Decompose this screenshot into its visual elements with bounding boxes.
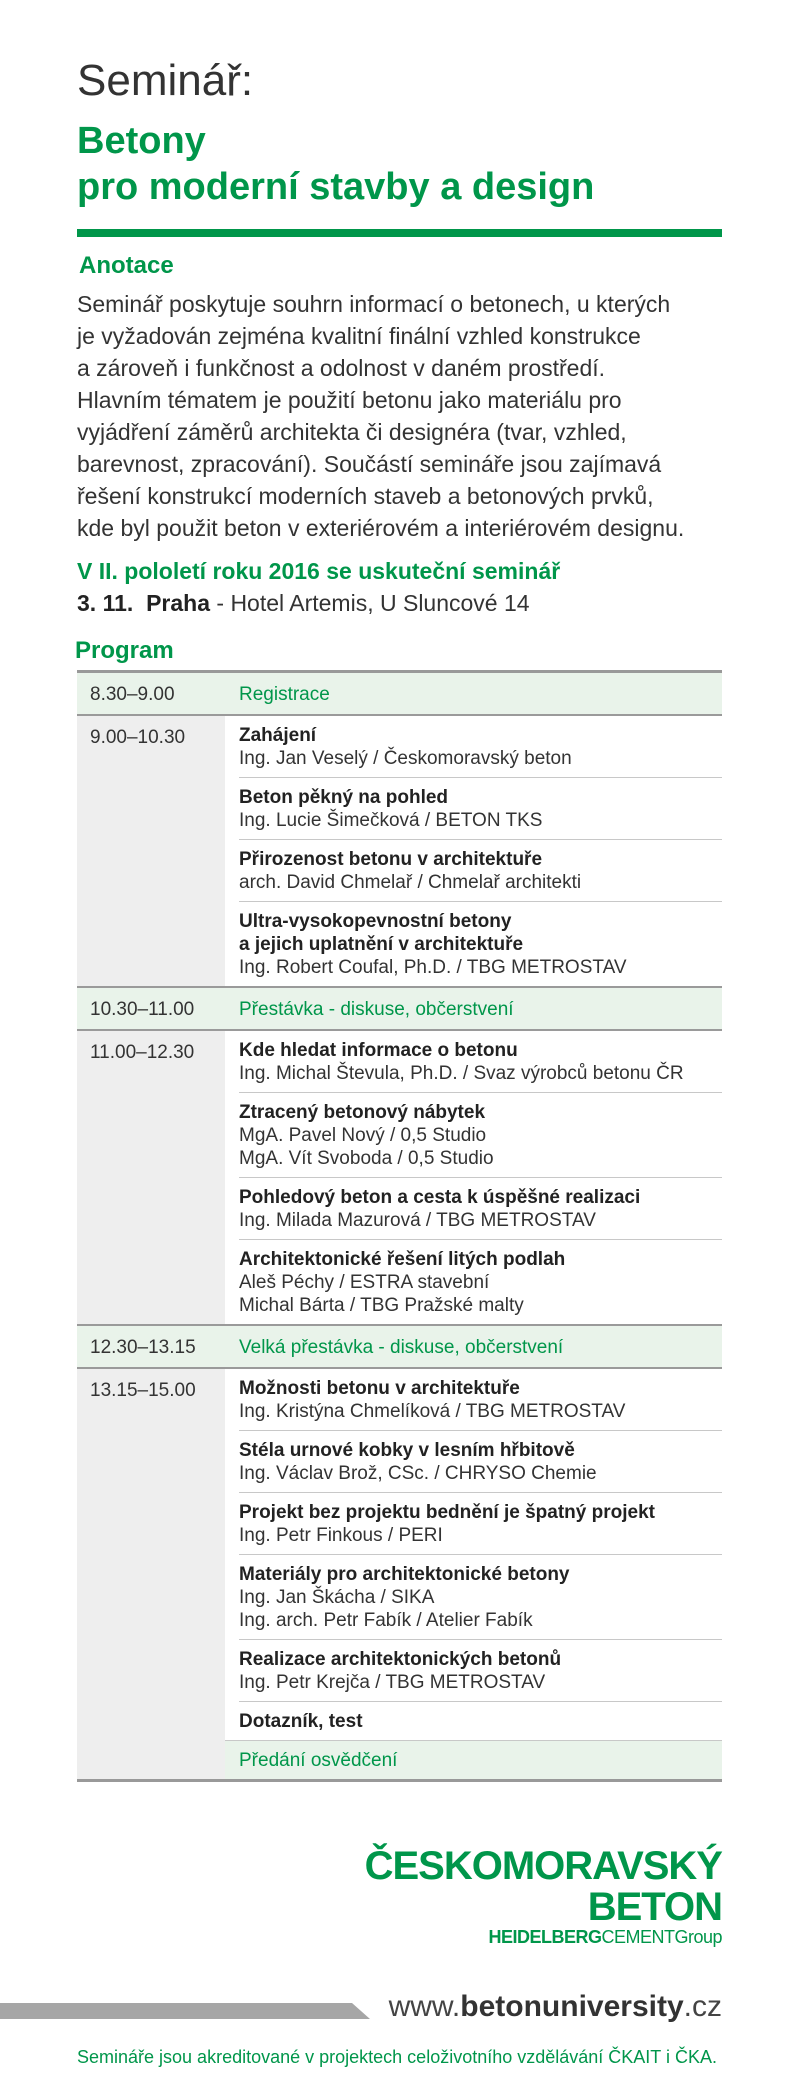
website-domain: betonuniversity — [460, 1990, 684, 2023]
event-announcement: V II. pololetí roku 2016 se uskuteční seminář — [77, 558, 561, 584]
decorative-bar — [0, 2003, 370, 2019]
talk-item — [239, 777, 722, 839]
time-slot: 13.15–15.00 — [77, 1369, 225, 1779]
talk-title: Materiály pro architektonické betony — [239, 1564, 570, 1585]
talk-title: Ultra-vysokopevnostní betony — [239, 911, 512, 932]
talk-item — [239, 1239, 722, 1324]
title-divider — [77, 229, 722, 237]
event-detail — [77, 590, 530, 617]
program-block-morning — [77, 714, 722, 986]
talk-title: Realizace architektonických betonů — [239, 1649, 562, 1670]
program-block-afternoon — [77, 1367, 722, 1779]
logo-group-bold: HEIDELBERG — [488, 1927, 602, 1947]
logo-group-rest: CEMENTGroup — [601, 1927, 722, 1947]
talk-title: Přirozenost betonu v architektuře — [239, 849, 543, 870]
talk-item — [239, 1031, 722, 1092]
website-prefix: www. — [388, 1990, 461, 2023]
talk-speaker: Ing. Michal Števula, Ph.D. / Svaz výrobců betonu ČR — [239, 1063, 684, 1084]
talk-item — [239, 1092, 722, 1177]
talk-title: a jejich uplatnění v architektuře — [239, 934, 524, 955]
anotace-line: vyjádření záměrů architekta či designéra (tvar, vzhled, — [77, 419, 627, 445]
break-label: Přestávka - diskuse, občerstvení — [239, 999, 514, 1020]
talk-speaker: Ing. Kristýna Chmelíková / TBG METROSTAV — [239, 1401, 626, 1422]
program-heading: Program — [75, 637, 174, 664]
time-slot: 8.30–9.00 — [77, 673, 225, 714]
talk-title: Kde hledat informace o betonu — [239, 1040, 518, 1061]
talk-speaker: arch. David Chmelař / Chmelař architekti — [239, 872, 582, 893]
talk-item — [239, 1639, 722, 1701]
talk-title: Beton pěkný na pohled — [239, 787, 449, 808]
event-venue: - Hotel Artemis, U Sluncové 14 — [210, 590, 530, 616]
talk-title: Projekt bez projektu bednění je špatný projekt — [239, 1502, 655, 1523]
break-label: Registrace — [239, 684, 330, 705]
anotace-line: je vyžadován zejména kvalitní finální vzhled konstrukce — [77, 323, 641, 349]
talk-title: Ztracený betonový nábytek — [239, 1102, 486, 1123]
talk-speaker: Ing. Jan Škácha / SIKA — [239, 1587, 435, 1608]
program-block-registration — [77, 673, 722, 714]
logo-text-line-1: ČESKOMORAVSKÝ — [364, 1844, 722, 1888]
talk-speaker: Michal Bárta / TBG Pražské malty — [239, 1295, 524, 1316]
talk-item — [239, 901, 722, 986]
break-label: Předání osvědčení — [239, 1750, 398, 1771]
talk-speaker: Ing. arch. Petr Fabík / Atelier Fabík — [239, 1610, 533, 1631]
talk-item — [239, 1492, 722, 1554]
logo-group-text — [365, 1927, 722, 1947]
talk-item — [239, 716, 722, 777]
anotace-line: barevnost, zpracování). Součástí semináře jsou zajímavá — [77, 451, 662, 477]
seminar-title-line-1: Betony — [77, 120, 206, 162]
event-date: 3. 11. — [77, 590, 134, 616]
program-block-lunch-break — [77, 1324, 722, 1367]
talk-speaker: Ing. Petr Finkous / PERI — [239, 1525, 443, 1546]
program-block-midday — [77, 1029, 722, 1324]
time-slot: 11.00–12.30 — [77, 1031, 225, 1324]
talk-item — [239, 1430, 722, 1492]
accreditation-note: Semináře jsou akreditované v projektech celoživotního vzdělávání ČKAIT i ČKA. — [77, 2047, 717, 2067]
anotace-line: kde byl použit beton v exteriérovém a interiérovém designu. — [77, 515, 685, 541]
talk-item — [239, 1177, 722, 1239]
program-block-break — [77, 986, 722, 1029]
anotace-text — [77, 288, 737, 544]
website-link[interactable] — [389, 1990, 722, 2024]
talk-speaker: Ing. Lucie Šimečková / BETON TKS — [239, 810, 543, 831]
talk-speaker: Aleš Péchy / ESTRA stavební — [239, 1272, 490, 1293]
talk-title: Zahájení — [239, 725, 317, 746]
talk-item — [239, 1554, 722, 1639]
talk-speaker: Ing. Petr Krejča / TBG METROSTAV — [239, 1672, 546, 1693]
talk-speaker: Ing. Jan Veselý / Českomoravský beton — [239, 748, 572, 769]
time-slot: 9.00–10.30 — [77, 716, 225, 986]
talk-title: Možnosti betonu v architektuře — [239, 1378, 520, 1399]
talk-title: Pohledový beton a cesta k úspěšné realizaci — [239, 1187, 641, 1208]
time-slot: 12.30–13.15 — [77, 1326, 225, 1367]
event-city: Praha — [146, 590, 210, 616]
anotace-line: řešení konstrukcí moderních staveb a betonových prvků, — [77, 483, 654, 509]
anotace-heading: Anotace — [79, 252, 174, 279]
talk-item — [239, 1369, 722, 1430]
break-label: Velká přestávka - diskuse, občerstvení — [239, 1337, 564, 1358]
talk-speaker: Ing. Robert Coufal, Ph.D. / TBG METROSTAV — [239, 957, 627, 978]
talk-item — [239, 1701, 722, 1740]
anotace-line: Seminář poskytuje souhrn informací o betonech, u kterých — [77, 291, 671, 317]
talk-title: Stéla urnové kobky v lesním hřbitově — [239, 1440, 575, 1461]
talk-speaker: Ing. Václav Brož, CSc. / CHRYSO Chemie — [239, 1463, 597, 1484]
anotace-line: a zároveň i funkčnost a odolnost v daném prostředí. — [77, 355, 606, 381]
time-slot: 10.30–11.00 — [77, 988, 225, 1029]
website-suffix: .cz — [683, 1990, 722, 2023]
seminar-title-line-2: pro moderní stavby a design — [77, 166, 595, 208]
talk-item — [225, 1740, 722, 1779]
ceskomoravsky-beton-logo — [365, 1845, 722, 1947]
program-table — [77, 670, 722, 1782]
talk-item — [239, 839, 722, 901]
logo-text-line-2: BETON — [587, 1885, 722, 1929]
talk-title: Architektonické řešení litých podlah — [239, 1249, 566, 1270]
seminar-label: Seminář: — [77, 56, 254, 105]
talk-speaker: Ing. Milada Mazurová / TBG METROSTAV — [239, 1210, 596, 1231]
anotace-line: Hlavním tématem je použití betonu jako materiálu pro — [77, 387, 622, 413]
talk-speaker: MgA. Pavel Nový / 0,5 Studio — [239, 1125, 487, 1146]
talk-speaker: MgA. Vít Svoboda / 0,5 Studio — [239, 1148, 494, 1169]
talk-title: Dotazník, test — [239, 1711, 363, 1732]
